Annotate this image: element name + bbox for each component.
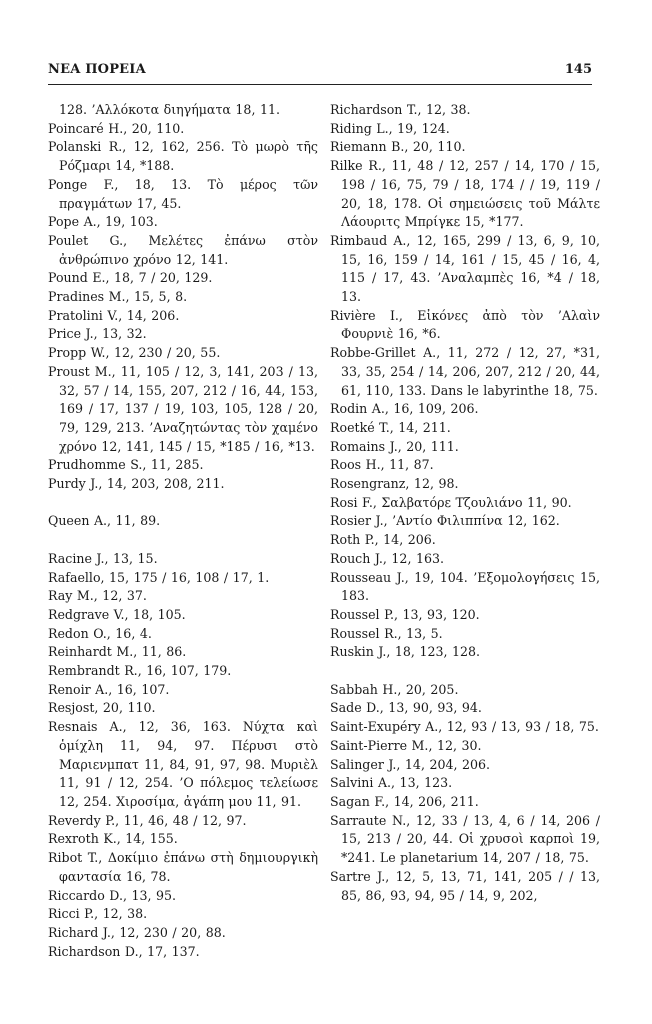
index-entry: Rexroth K., 14, 155. bbox=[48, 831, 178, 847]
running-header bbox=[48, 62, 592, 80]
index-entry: Roos H., 11, 87. bbox=[330, 457, 434, 473]
index-entry: Price J., 13, 32. bbox=[48, 326, 147, 342]
index-entry: Ribot T., Δοκίμιο ἐπάνω στὴ δημιουργικὴ φαντασία 16, 78. bbox=[48, 850, 318, 884]
index-column-right bbox=[330, 101, 600, 905]
index-entry: Richard J., 12, 230 / 20, 88. bbox=[48, 924, 226, 940]
index-entry: Saint-Pierre M., 12, 30. bbox=[330, 737, 482, 753]
index-entry: Rivière I., Εἰκόνες ἀπὸ τὸν ’Αλαὶν Φουρνιὲ 16, *6. bbox=[330, 307, 600, 342]
index-entry: Roetké T., 14, 211. bbox=[330, 419, 451, 435]
index-entry: Resjost, 20, 110. bbox=[48, 700, 156, 716]
index-entry: Ruskin J., 18, 123, 128. bbox=[330, 644, 481, 660]
index-entry: Rousseau J., 19, 104. ’Εξομολογήσεις 15, 183. bbox=[330, 569, 600, 604]
index-entry: Robbe-Grillet A., 11, 272 / 12, 27, *31, 33, 35, 254 / 14, 206, 207, 212 / 20, 44, 61, 110, 133. Dans le labyrinthe 18, 75. bbox=[330, 345, 600, 398]
index-entry: Renoir A., 16, 107. bbox=[48, 681, 170, 697]
index-entry: Reverdy P., 11, 46, 48 / 12, 97. bbox=[48, 812, 247, 828]
index-entry: Ricci P., 12, 38. bbox=[48, 906, 148, 922]
index-entry: Rilke R., 11, 48 / 12, 257 / 14, 170 / 15, 198 / 16, 75, 79 / 18, 174 / / 19, 119 / 20, 18, 178. Οἱ σημειώσεις τοῦ Μάλτε Λάουριτς Μπρίγκε 15, *177. bbox=[330, 158, 600, 230]
index-entry: Proust M., 11, 105 / 12, 3, 141, 203 / 13, 32, 57 / 14, 155, 207, 212 / 16, 44, 153, 169 / 17, 137 / 19, 103, 105, 128 / 20, 79, 129, 213. ’Αναζητώντας τὸν χαμένο χρόνο 12, 141, 145 / 15, *185 / 16, *13. bbox=[48, 363, 318, 454]
index-entry: Rosier J., ’Αντίο Φιλιππίνα 12, 162. bbox=[330, 513, 560, 529]
index-entry: Poincaré H., 20, 110. bbox=[48, 120, 185, 136]
index-entry: Rosengranz, 12, 98. bbox=[330, 476, 459, 492]
index-column-left bbox=[48, 101, 318, 961]
index-entry: Ponge F., 18, 13. Τὸ μέρος τῶν πραγμάτων 17, 45. bbox=[48, 176, 318, 211]
index-entry: Richardson D., 17, 137. bbox=[48, 943, 200, 959]
index-entry: Sarraute N., 12, 33 / 13, 4, 6 / 14, 206 / 15, 213 / 20, 44. Οἱ χρυσοὶ καρποὶ 19, *241. Le planetarium 14, 207 / 18, 75. bbox=[330, 812, 600, 866]
index-entry: Queen A., 11, 89. bbox=[48, 513, 161, 529]
index-entry: Racine J., 13, 15. bbox=[48, 550, 158, 566]
index-entry: Pound E., 18, 7 / 20, 129. bbox=[48, 270, 213, 286]
index-entry: Romains J., 20, 111. bbox=[330, 438, 459, 454]
index-entry: Saint-Exupéry A., 12, 93 / 13, 93 / 18, 75. bbox=[330, 719, 599, 735]
index-entry: Pratolini V., 14, 206. bbox=[48, 307, 180, 323]
index-entry: Poulet G., Μελέτες ἐπάνω στὸν ἀνθρώπινο χρόνο 12, 141. bbox=[48, 232, 318, 267]
index-entry: Salvini A., 13, 123. bbox=[330, 775, 453, 791]
index-entry: Redgrave V., 18, 105. bbox=[48, 606, 186, 622]
index-entry: Pradines M., 15, 5, 8. bbox=[48, 289, 188, 305]
index-entry: Reinhardt M., 11, 86. bbox=[48, 644, 187, 660]
index-entry: Polanski R., 12, 162, 256. Τὸ μωρὸ τῆς Ρόζμαρι 14, *188. bbox=[48, 139, 318, 174]
index-entry: Roussel R., 13, 5. bbox=[330, 625, 443, 641]
header-rule bbox=[48, 84, 592, 85]
index-entry: Sagan F., 14, 206, 211. bbox=[330, 794, 479, 809]
index-entry: Prudhomme S., 11, 285. bbox=[48, 457, 204, 473]
index-entry: Purdy J., 14, 203, 208, 211. bbox=[48, 476, 225, 492]
index-entry: Rodin A., 16, 109, 206. bbox=[330, 401, 479, 417]
index-entry: Propp W., 12, 230 / 20, 55. bbox=[48, 345, 221, 361]
page-number: 145 bbox=[564, 62, 592, 77]
index-entry: 128. ’Αλλόκοτα διηγήματα 18, 11. bbox=[59, 102, 280, 117]
index-entry: Rouch J., 12, 163. bbox=[330, 550, 444, 566]
index-entry: Riding L., 19, 124. bbox=[330, 120, 450, 136]
index-entry: Resnais A., 12, 36, 163. Νύχτα καὶ ὁμίχλη 11, 94, 97. Πέρυσι στὸ Μαριενμπατ 11, 84, 91, 97, 98. Μυριὲλ 11, 91 / 12, 254. ’Ο πόλεμος τελείωσε 12, 254. Χιροσίμα, ἀγάπη μου 11, 91. bbox=[48, 719, 318, 809]
running-title: ΝΕΑ ΠΟΡΕΙΑ bbox=[48, 62, 146, 77]
index-entry: Roth P., 14, 206. bbox=[330, 532, 436, 548]
index-entry: Ray M., 12, 37. bbox=[48, 588, 147, 604]
index-entry: Rembrandt R., 16, 107, 179. bbox=[48, 663, 232, 679]
index-entry: Roussel P., 13, 93, 120. bbox=[330, 606, 480, 622]
index-entry: Sartre J., 12, 5, 13, 71, 141, 205 / / 13, 85, 86, 93, 94, 95 / 14, 9, 202, bbox=[330, 868, 600, 903]
index-entry: Sabbah H., 20, 205. bbox=[330, 681, 459, 697]
index-entry: Rimbaud A., 12, 165, 299 / 13, 6, 9, 10, 15, 16, 159 / 14, 161 / 15, 45 / 16, 4, 115 / 17, 43. ’Αναλαμπὲς 16, *4 / 18, 13. bbox=[330, 232, 600, 305]
index-entry: Rosi F., Σαλβατόρε Τζουλιάνο 11, 90. bbox=[330, 494, 572, 510]
index-entry: Richardson T., 12, 38. bbox=[330, 102, 471, 117]
index-entry: Redon O., 16, 4. bbox=[48, 625, 152, 641]
index-entry: Rafaello, 15, 175 / 16, 108 / 17, 1. bbox=[48, 569, 270, 585]
index-entry: Riemann B., 20, 110. bbox=[330, 139, 466, 155]
index-entry: Salinger J., 14, 204, 206. bbox=[330, 756, 491, 772]
index-entry: Riccardo D., 13, 95. bbox=[48, 887, 177, 903]
index-entry: Sade D., 13, 90, 93, 94. bbox=[330, 700, 482, 716]
index-entry: Pope A., 19, 103. bbox=[48, 214, 158, 230]
